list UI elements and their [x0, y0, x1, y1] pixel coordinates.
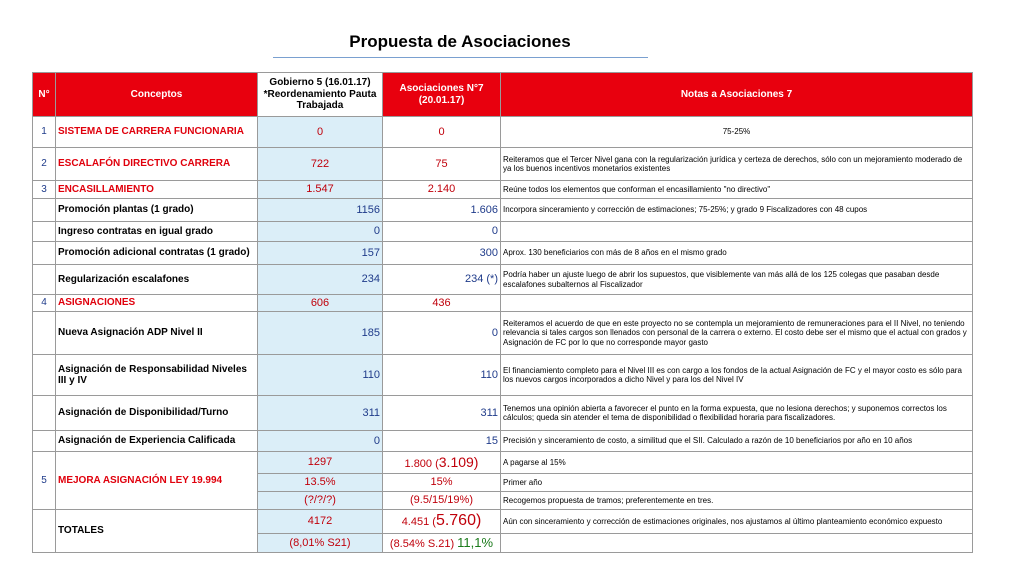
- row-note: Reúne todos los elementos que conforman el encasillamiento "no directivo": [501, 181, 973, 199]
- table-row: [33, 355, 973, 396]
- row-gobierno-value: 0: [258, 431, 383, 452]
- associations-table: [32, 72, 973, 553]
- header-gobierno: Gobierno 5 (16.01.17) *Reordenamiento Pauta Trabajada: [258, 73, 383, 117]
- row-note: El financiamiento completo para el Nivel III es con cargo a los fondos de la actual Asignación de FC y el mayor costo es sólo para los nuevos cargos incorporados a dicho Nivel y para los del Nivel IV: [501, 355, 973, 396]
- mejora-row: [33, 452, 973, 474]
- row-number: [33, 396, 56, 431]
- row-gobierno-value: 311: [258, 396, 383, 431]
- row-note: Incorpora sinceramiento y corrección de estimaciones; 75-25%; y grado 9 Fiscalizadores con 48 cupos: [501, 199, 973, 222]
- row-gobierno-value: 234: [258, 265, 383, 295]
- row-gobierno-value: 1.547: [258, 181, 383, 199]
- row-number: [33, 510, 56, 553]
- header-conceptos: Conceptos: [56, 73, 258, 117]
- table-row: [33, 181, 973, 199]
- row-concept: Nueva Asignación ADP Nivel II: [56, 312, 258, 355]
- row-note: [501, 295, 973, 312]
- header-num: N°: [33, 73, 56, 117]
- row-number: [33, 431, 56, 452]
- row-number: 4: [33, 295, 56, 312]
- mejora-gobierno-tramos: (?/?/?): [258, 492, 383, 510]
- row-asociaciones-value: 0: [383, 312, 501, 355]
- row-number: [33, 355, 56, 396]
- table-row: [33, 148, 973, 181]
- row-asociaciones-value: 1.606: [383, 199, 501, 222]
- row-gobierno-value: 157: [258, 242, 383, 265]
- row-concept: Promoción adicional contratas (1 grado): [56, 242, 258, 265]
- table-header-row: [33, 73, 973, 117]
- table-row: [33, 312, 973, 355]
- totales-note-empty: [501, 534, 973, 553]
- mejora-gobierno-pct: 13.5%: [258, 474, 383, 492]
- row-note: [501, 222, 973, 242]
- mejora-asociaciones-value: 1.800 (3.109): [383, 452, 501, 474]
- row-concept: Promoción plantas (1 grado): [56, 199, 258, 222]
- row-concept: Asignación de Experiencia Calificada: [56, 431, 258, 452]
- row-gobierno-value: 1156: [258, 199, 383, 222]
- row-number: [33, 265, 56, 295]
- row-note: Precisión y sinceramiento de costo, a similitud que el SII. Calculado a razón de 10 beneficiarios por año en 10 años: [501, 431, 973, 452]
- row-concept: Asignación de Disponibilidad/Turno: [56, 396, 258, 431]
- row-asociaciones-value: 2.140: [383, 181, 501, 199]
- table-row: [33, 199, 973, 222]
- row-number: [33, 199, 56, 222]
- row-gobierno-value: 0: [258, 222, 383, 242]
- page-title: Propuesta de Asociaciones: [349, 32, 571, 51]
- mejora-asociaciones-tramos: (9.5/15/19%): [383, 492, 501, 510]
- row-concept: MEJORA ASIGNACIÓN LEY 19.994: [56, 452, 258, 510]
- row-asociaciones-value: 234 (*): [383, 265, 501, 295]
- totales-asociaciones-pct: (8.54% S.21) 11,1%: [383, 534, 501, 553]
- table-row: [33, 431, 973, 452]
- row-number: [33, 222, 56, 242]
- row-gobierno-value: 722: [258, 148, 383, 181]
- totales-gobierno-pct: (8,01% S21): [258, 534, 383, 553]
- header-asociaciones: Asociaciones N°7 (20.01.17): [383, 73, 501, 117]
- table-row: [33, 396, 973, 431]
- row-asociaciones-value: 300: [383, 242, 501, 265]
- row-concept: ENCASILLAMIENTO: [56, 181, 258, 199]
- row-note: Reiteramos que el Tercer Nivel gana con la regularización jurídica y certeza de derechos, sólo con un mejoramiento moderado de ya los buenos incentivos monetarios existentes: [501, 148, 973, 181]
- totales-note: Aún con sinceramiento y corrección de estimaciones originales, nos ajustamos al último planteamiento económico expuesto: [501, 510, 973, 534]
- row-number: 5: [33, 452, 56, 510]
- mejora-asociaciones-pct: 15%: [383, 474, 501, 492]
- row-number: [33, 312, 56, 355]
- row-concept: Ingreso contratas en igual grado: [56, 222, 258, 242]
- row-asociaciones-value: 110: [383, 355, 501, 396]
- table-row: [33, 242, 973, 265]
- mejora-note: Primer año: [501, 474, 973, 492]
- mejora-gobierno-value: 1297: [258, 452, 383, 474]
- mejora-note: A pagarse al 15%: [501, 452, 973, 474]
- row-asociaciones-value: 15: [383, 431, 501, 452]
- row-number: [33, 242, 56, 265]
- row-asociaciones-value: 0: [383, 222, 501, 242]
- row-asociaciones-value: 311: [383, 396, 501, 431]
- row-number: 3: [33, 181, 56, 199]
- row-note: 75-25%: [501, 117, 973, 148]
- row-number: 2: [33, 148, 56, 181]
- row-gobierno-value: 185: [258, 312, 383, 355]
- table-row: [33, 117, 973, 148]
- table-row: [33, 222, 973, 242]
- title-underline: [273, 57, 648, 58]
- row-gobierno-value: 606: [258, 295, 383, 312]
- row-note: Podría haber un ajuste luego de abrir los supuestos, que visiblemente van más allá de los 125 colegas que pasaban desde escalafones subalternos al Fiscalizador: [501, 265, 973, 295]
- row-gobierno-value: 0: [258, 117, 383, 148]
- row-concept: SISTEMA DE CARRERA FUNCIONARIA: [56, 117, 258, 148]
- row-asociaciones-value: 0: [383, 117, 501, 148]
- table-row: [33, 295, 973, 312]
- row-gobierno-value: 110: [258, 355, 383, 396]
- row-concept: ESCALAFÓN DIRECTIVO CARRERA: [56, 148, 258, 181]
- row-concept: Regularización escalafones: [56, 265, 258, 295]
- row-note: Aprox. 130 beneficiarios con más de 8 años en el mismo grado: [501, 242, 973, 265]
- header-notas: Notas a Asociaciones 7: [501, 73, 973, 117]
- row-asociaciones-value: 436: [383, 295, 501, 312]
- totales-label: TOTALES: [56, 510, 258, 553]
- row-note: Tenemos una opinión abierta a favorecer el punto en la forma expuesta, que no lesiona derechos; y suponemos correctos los cálculos; queda sin atender el tema de disponibilidad o flexibilidad horaria para fiscalizadores.: [501, 396, 973, 431]
- totales-gobierno-value: 4172: [258, 510, 383, 534]
- mejora-note: Recogemos propuesta de tramos; preferentemente en tres.: [501, 492, 973, 510]
- table-row: [33, 265, 973, 295]
- row-concept: ASIGNACIONES: [56, 295, 258, 312]
- row-note: Reiteramos el acuerdo de que en este proyecto no se contempla un mejoramiento de remuneraciones para el II Nivel, no teniendo relevancia si tales cargos son llenados con personal de la carrera o externo. El costo debe ser el mismo que el actual con grados y Asignación de FC por lo que no corresponde mayor gasto: [501, 312, 973, 355]
- row-asociaciones-value: 75: [383, 148, 501, 181]
- row-concept: Asignación de Responsabilidad Niveles III y IV: [56, 355, 258, 396]
- totales-asociaciones-value: 4.451 (5.760): [383, 510, 501, 534]
- totales-row: [33, 510, 973, 534]
- row-number: 1: [33, 117, 56, 148]
